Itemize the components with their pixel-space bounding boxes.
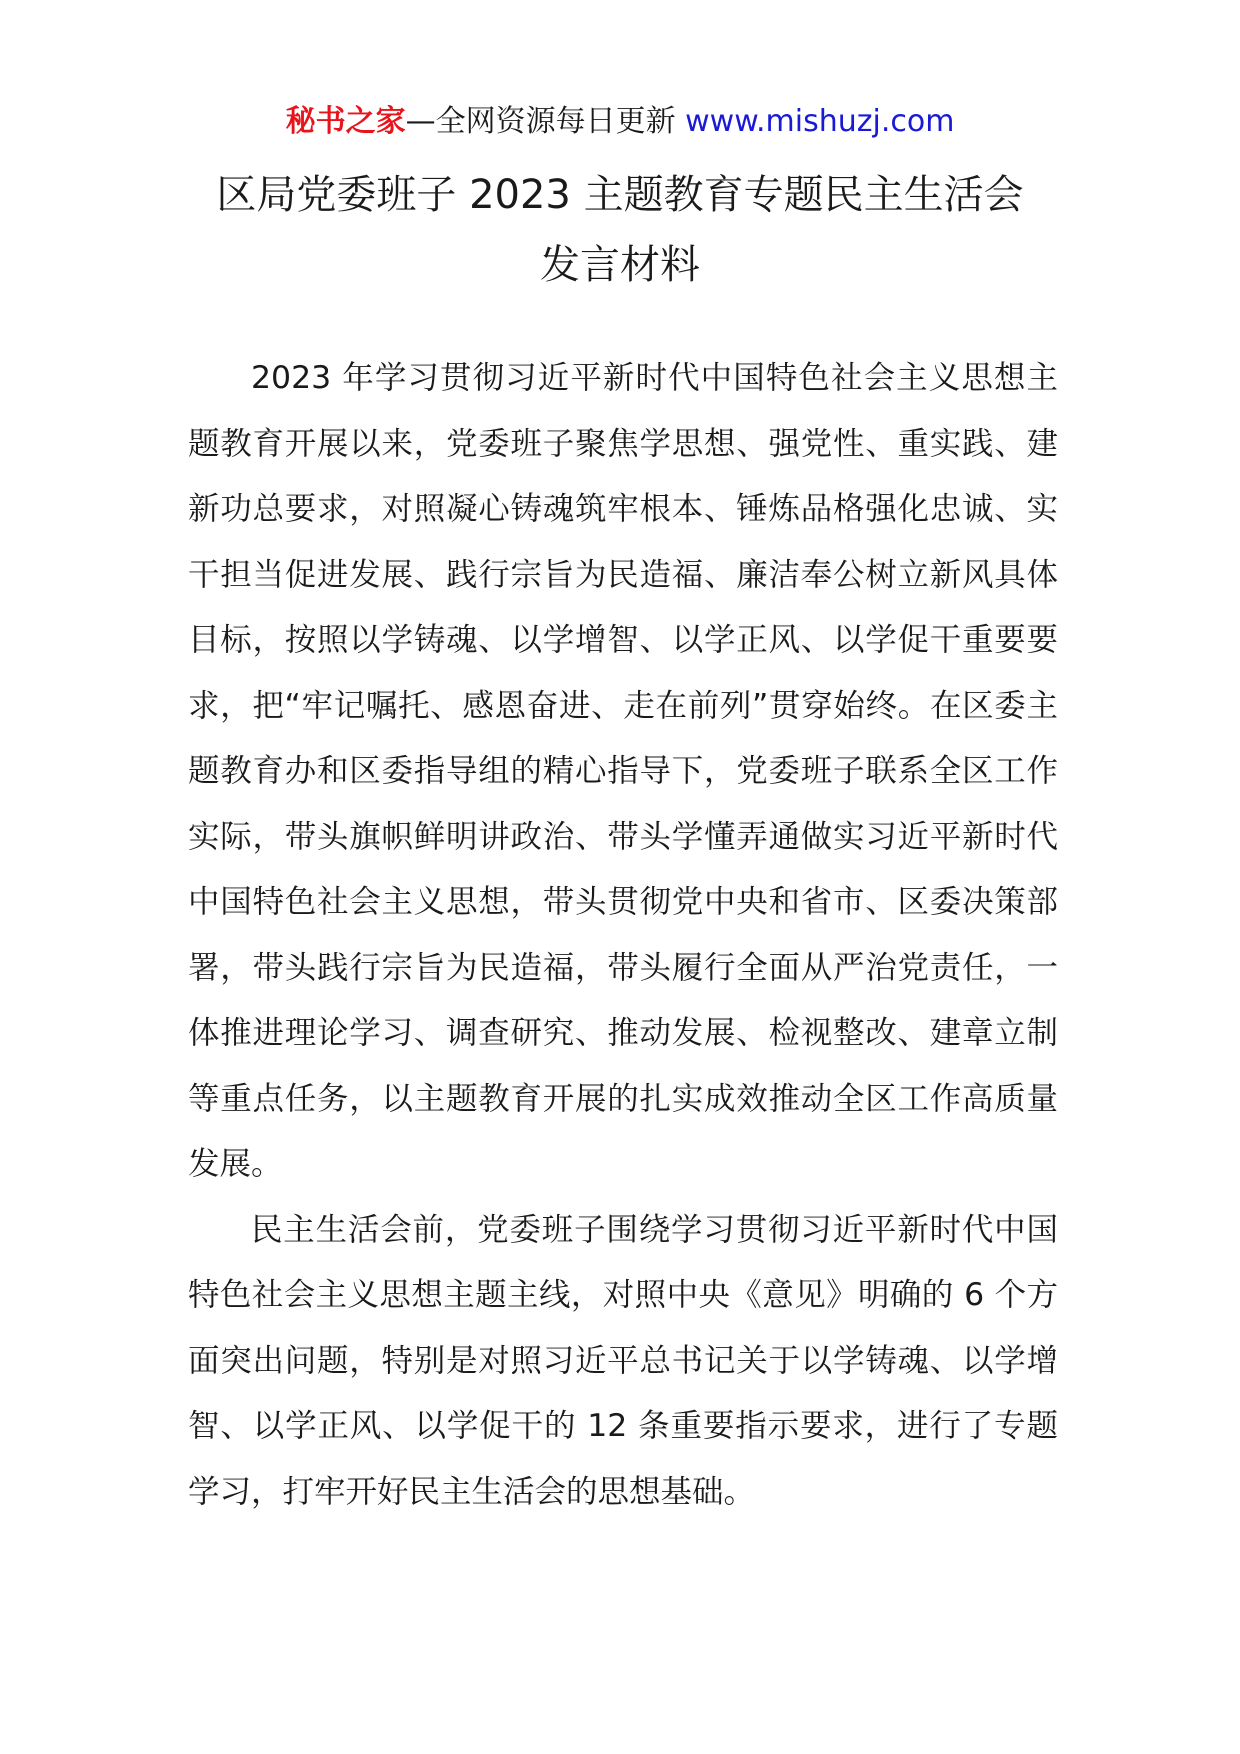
paragraph-1: 2023 年学习贯彻习近平新时代中国特色社会主义思想主题教育开展以来，党委班子聚焦学思想、强党性、重实践、建新功总要求，对照凝心铸魂筑牢根本、锤炼品格强化忠诚、实干担当促进发展、践行宗旨为民造福、廉洁奉公树立新风具体目标，按照以学铸魂、以学增智、以学正风、以学促干重要要求，把“牢记嘱托、感恩奋进、走在前列”贯穿始终。在区委主题教育办和区委指导组的精心指导下，党委班子联系全区工作实际，带头旗帜鲜明讲政治、带头学懂弄通做实习近平新时代中国特色社会主义思想，带头贯彻党中央和省市、区委决策部署，带头践行宗旨为民造福，带头履行全面从严治党责任，一体推进理论学习、调查研究、推动发展、检视整改、建章立制等重点任务，以主题教育开展的扎实成效推动全区工作高质量发展。 (188, 360, 1058, 1182)
title-line-1: 区局党委班子 2023 主题教育专题民主生活会 (216, 172, 1024, 218)
title-line-2: 发言材料 (540, 242, 700, 288)
brand-tagline: —全网资源每日更新 (405, 104, 676, 139)
brand-name: 秘书之家 (285, 104, 406, 139)
document-title (0, 160, 1240, 300)
paragraph-2: 民主生活会前，党委班子围绕学习贯彻习近平新时代中国特色社会主义思想主题主线，对照中央《意见》明确的 6 个方面突出问题，特别是对照习近平总书记关于以学铸魂、以学增智、以学正风、以学促干的 12 条重要指示要求，进行了专题学习，打牢开好民主生活会的思想基础。 (188, 1211, 1058, 1510)
site-url: www.mishuzj.com (685, 104, 955, 139)
document-body (188, 346, 1058, 1525)
watermark-header (0, 100, 1240, 144)
